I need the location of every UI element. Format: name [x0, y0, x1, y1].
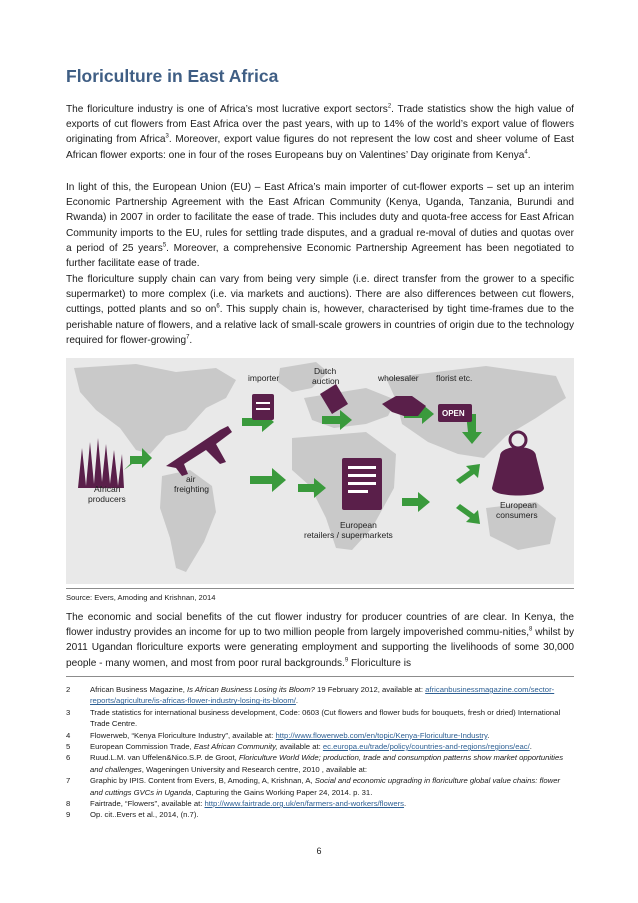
footnote	[66, 798, 574, 809]
paragraph-1	[66, 102, 574, 163]
footnote-number: 4	[66, 730, 71, 740]
divider	[66, 588, 574, 589]
footnote-ref[interactable]: 6	[216, 304, 220, 311]
footnote-link[interactable]: africanbusinessmagazine.com/sector-reports/agriculture/is-africas-flower-industry-losing-its-bloom/	[90, 685, 555, 706]
text: Ruud.L.M. van Uffelen&Nico.S.P. de Groot,	[90, 753, 239, 763]
text: In light of this, the European Union (EU) – East Africa’s main importer of cut-flower exports – set up an interim Economic Partnership Agreement with the East African Community (Kenya, Uganda, Tanzania, Burundi and Rwanda) in 2007 in order to facilitate the ease of trade. This includes duty and quota-free access for East African Community imports to the EU, rules for settling trade disputes, and a gradual re-moval of duties and quotas over a period of 25 years	[66, 182, 574, 254]
text: , Wageningen University and Research centre, 2010 , available at:	[141, 764, 368, 774]
text: Floriculture World Wide; production, trade and consumption patterns show market opportunities and challenges	[90, 753, 564, 774]
footnote-text	[90, 707, 574, 730]
text: Social and economic upgrading in floriculture global value chains: flower and cuttings GVCs in Uganda	[90, 776, 561, 797]
text: . Moreover, export value figures do not represent the low cost and sheer volume of East African flower exports: one in four of the roses Europeans buy on Valentines’ Day originate from Kenya	[66, 134, 574, 161]
label-european: European	[500, 500, 537, 510]
supply-chain-figure	[66, 358, 574, 584]
footnotes	[66, 684, 574, 821]
document-icon	[252, 394, 274, 420]
text: The economic and social benefits of the cut flower industry for producer countries of are clear. In Kenya, the flower industry provides an income for up to two million people from largely impoverished commu-nities,	[66, 612, 574, 639]
label-dutch: Dutch	[314, 366, 337, 376]
footnote	[66, 741, 574, 752]
label-wholesaler: wholesaler	[378, 373, 419, 383]
line	[256, 408, 270, 410]
text: .	[189, 334, 193, 346]
text: , Capturing the Gains Working Paper 24, 2014. p. 31.	[191, 787, 373, 797]
label-air: air	[186, 474, 196, 484]
paragraph-4	[66, 610, 574, 671]
line	[348, 490, 368, 493]
line	[256, 402, 270, 404]
label-freighting: freighting	[174, 484, 209, 494]
footnote-ref[interactable]: 5	[162, 242, 167, 249]
text: Flowerweb, “Kenya Floriculture Industry”, available at:	[90, 730, 276, 740]
label-retailers: retailers / supermarkets	[304, 530, 393, 540]
footnote-divider	[66, 676, 574, 677]
text: The floriculture supply chain can vary from being very simple (i.e. direct transfer from the grower to a specific supermarket) to more complex (i.e. via markets and auctions). There are also differences between cut flowers, cuttings, potted plants and so on	[66, 274, 574, 316]
text: . This supply chain is, however, characterised by tight time-frames due to the perishable nature of flowers, and a relative lack of small-scale growers in countries of origin due to the technology required for flower-growing	[66, 304, 574, 346]
text: .	[135, 719, 138, 729]
footnote-link[interactable]: http://www.flowerweb.com/en/topic/Kenya-Floriculture-Industry	[275, 730, 488, 740]
footnote	[66, 730, 574, 741]
footnote-ref[interactable]: 8	[529, 626, 533, 633]
text: Op. cit..Evers et al., 2014, (n.7).	[90, 810, 199, 820]
text: .	[529, 742, 532, 752]
text: .	[527, 149, 531, 161]
label-retail-european: European	[340, 520, 377, 530]
footnote-link[interactable]: http://www.fairtrade.org.uk/en/farmers-and-workers/flowers	[204, 799, 405, 809]
text: European Commission Trade,	[90, 742, 194, 752]
footnote-ref[interactable]: 7	[186, 334, 190, 341]
footnote-ref[interactable]: 4	[524, 149, 528, 156]
text: .	[295, 696, 299, 706]
label-consumers: consumers	[496, 510, 538, 520]
text: .	[487, 730, 490, 740]
footnote-ref[interactable]: 2	[387, 103, 392, 110]
figure-source: Source: Evers, Amoding and Krishnan, 2014	[66, 593, 216, 602]
label-florist: florist etc.	[436, 373, 473, 383]
label-african: African	[94, 484, 121, 494]
page-title: Floriculture in East Africa	[66, 66, 279, 86]
text: 19 February 2012, available at:	[314, 685, 426, 694]
text: Fairtrade, “Flowers”, available at:	[90, 799, 205, 809]
footnote-text	[90, 798, 574, 809]
text: .	[404, 799, 407, 809]
text: available at:	[277, 742, 323, 752]
footnote-text	[90, 775, 574, 798]
footnote-text	[90, 809, 574, 820]
footnote-text	[90, 741, 574, 752]
footnote-ref[interactable]: 3	[165, 134, 169, 141]
text: The floriculture industry is one of Africa’s most lucrative export sectors	[66, 104, 388, 115]
footnote	[66, 752, 574, 775]
footnote-number: 3	[66, 707, 71, 717]
paragraph-3	[66, 272, 574, 348]
label-open: OPEN	[442, 409, 465, 418]
footnote-link[interactable]: ec.europa.eu/trade/policy/countries-and-regions/regions/eac/	[322, 742, 530, 752]
page-number: 6	[316, 846, 322, 856]
footnote-text	[90, 730, 574, 741]
footnote-number: 8	[66, 799, 71, 809]
label-auction: auction	[312, 376, 340, 386]
paragraph-2	[66, 180, 574, 271]
footnote-number: 6	[66, 753, 71, 763]
text: East African Community,	[193, 742, 278, 752]
footnote	[66, 775, 574, 798]
text: Trade statistics for international business development, Code: 0603 (Cut flowers and flower buds for bouquets, fresh or dried) International Trade Centre	[90, 707, 561, 729]
text: whilst by 2011 Ugandan floriculture exports were generating employment and supporting the livelihoods of some 30,000 people - many women, and most from poor rural backgrounds.	[66, 627, 574, 669]
footnote-number: 2	[66, 685, 71, 694]
line	[348, 482, 376, 485]
text: Is African Business Losing its Bloom?	[187, 685, 315, 694]
footnote-number: 7	[66, 776, 71, 786]
footnote-text	[90, 752, 574, 775]
text: . Trade statistics show the high value of exports of cut flowers from East Africa over the past years, with up to 14% of the world’s export value of flowers originating from Africa	[66, 104, 574, 146]
footnote	[66, 707, 574, 730]
footnote	[66, 684, 574, 707]
text: Floriculture is	[348, 657, 412, 669]
footnote-ref[interactable]: 9	[344, 657, 349, 664]
line	[348, 466, 376, 469]
label-importer: importer	[248, 373, 280, 383]
label-producers: producers	[88, 494, 126, 504]
text: Graphic by IPIS. Content from Evers, B, Amoding, A, Krishnan, A,	[90, 776, 315, 786]
footnote-number: 9	[66, 810, 71, 820]
line	[348, 474, 376, 477]
text: . Moreover, a comprehensive Economic Partnership Agreement has been negotiated to further facilitate ease of trade.	[66, 242, 575, 270]
supply-chain-diagram	[66, 358, 574, 584]
footnote-number: 5	[66, 742, 71, 752]
text: African Business Magazine,	[90, 685, 187, 694]
footnote	[66, 809, 574, 820]
footnote-text	[90, 684, 574, 707]
